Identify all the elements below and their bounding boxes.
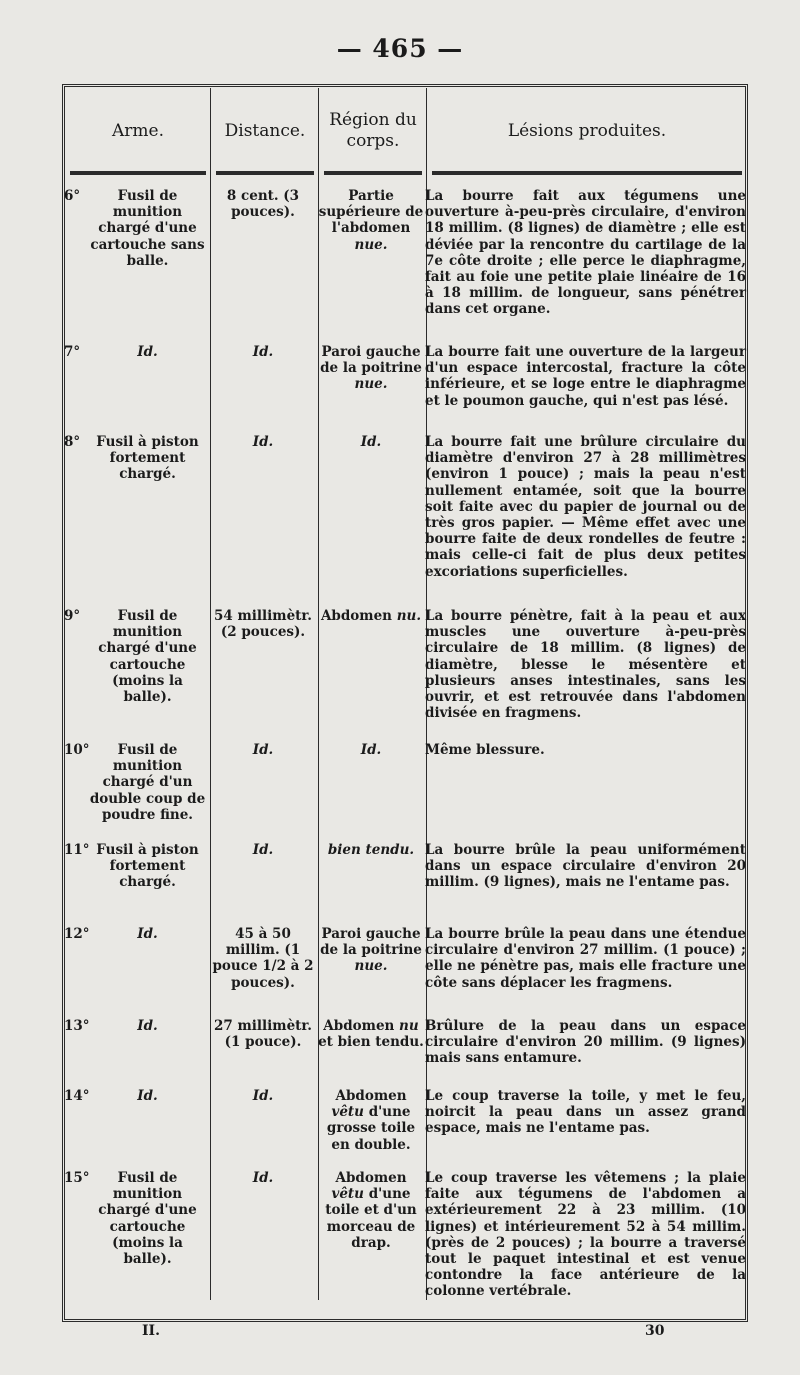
cell-lesions xyxy=(425,842,746,926)
row-number-text: 8° xyxy=(64,434,81,450)
cell-region xyxy=(317,188,425,344)
region-text: Paroi gauche de la poitrine xyxy=(320,344,422,377)
cell-arme xyxy=(86,608,209,742)
header-region: Région du corps. xyxy=(329,110,417,151)
table-row xyxy=(64,188,746,344)
lesions-text: La bourre fait aux tégumens une ouverture à-peu-près circulaire, d'environ 18 millim. (8 lignes) de diamètre ; elle est déviée par la rencontre du cartilage de la 7e côte droite ; elle perce le diaphragme, fait au foie une petite plaie linéaire de 16 à 18 millim. de longueur, sans pénétrer dans cet organe. xyxy=(425,188,746,318)
distance-text: 54 millimètr. (2 pouces). xyxy=(214,608,312,641)
table-row xyxy=(64,1018,746,1088)
cell-region xyxy=(317,926,425,1018)
region-italic-text: vêtu xyxy=(331,1186,364,1203)
row-number xyxy=(64,1018,90,1088)
region-italic-text: nue. xyxy=(354,958,388,975)
row-number xyxy=(64,842,90,926)
distance-id-text: Id. xyxy=(252,434,274,450)
sheet-number: 30 xyxy=(645,1323,665,1339)
row-number-text: 9° xyxy=(64,608,81,624)
cell-region xyxy=(317,608,425,742)
lesions-text: La bourre brûle la peau uniformément dans un espace circulaire d'environ 20 millim. (9 lignes), mais ne l'entame pas. xyxy=(425,842,746,891)
distance-id-text: Id. xyxy=(252,344,274,360)
cell-region xyxy=(317,1170,425,1320)
cell-distance xyxy=(209,344,317,434)
cell-distance xyxy=(209,1170,317,1320)
cell-arme xyxy=(86,188,209,344)
cell-lesions xyxy=(425,344,746,434)
lesions-text: La bourre pénètre, fait à la peau et aux muscles une ouverture à-peu-près circulaire de 18 millim. (8 lignes) de diamètre, blesse le mésentère et plusieurs anses intestinales, sans les ouvrir, et est retrouvée dans l'abdomen divisée en fragmens. xyxy=(425,608,746,722)
region-italic-text: nu xyxy=(399,1018,419,1034)
lesions-text: Le coup traverse la toile, y met le feu, noircit la peau dans un assez grand espace, mais ne l'entame pas. xyxy=(425,1088,746,1137)
arme-id-text: Id. xyxy=(137,344,158,360)
cell-region xyxy=(317,1018,425,1088)
lesions-text: Brûlure de la peau dans un espace circulaire d'environ 20 millim. (9 lignes) mais sans entamure. xyxy=(425,1018,746,1067)
distance-text: 27 millimètr. (1 pouce). xyxy=(214,1018,312,1051)
cell-region xyxy=(317,1088,425,1170)
arme-id-text: Id. xyxy=(137,1088,158,1104)
table-row xyxy=(64,1088,746,1170)
region-italic-text: bien tendu. xyxy=(327,842,415,858)
arme-text: Fusil de munition chargé d'un double coup de poudre fine. xyxy=(89,742,206,823)
header-rule xyxy=(324,171,422,175)
cell-arme xyxy=(86,926,209,1018)
signature-mark: II. xyxy=(142,1323,160,1339)
table-row xyxy=(64,926,746,1018)
arme-text: Fusil à piston fortement chargé. xyxy=(96,842,199,891)
distance-id-text: Id. xyxy=(252,1088,274,1104)
region-italic-text: nu. xyxy=(396,608,422,624)
region-italic-text: nue. xyxy=(354,236,388,253)
cell-distance xyxy=(209,434,317,608)
cell-arme xyxy=(86,742,209,842)
row-number-text: 13° xyxy=(64,1018,90,1034)
lesions-text: Même blessure. xyxy=(425,742,545,758)
region-after-text: et bien tendu. xyxy=(318,1034,424,1051)
row-number-text: 15° xyxy=(64,1170,90,1186)
row-number xyxy=(64,344,86,434)
arme-id-text: Id. xyxy=(137,1018,158,1034)
row-number xyxy=(64,742,90,842)
header-rule xyxy=(432,171,742,175)
arme-text: Fusil de munition chargé d'une cartouche sans balle. xyxy=(90,188,205,269)
cell-region xyxy=(317,742,425,842)
lesions-text: La bourre fait une ouverture de la largeur d'un espace intercostal, fracture la côte inférieure, et se loge entre le diaphragme et le poumon gauche, qui n'est pas lésé. xyxy=(425,344,746,409)
table-row xyxy=(64,608,746,742)
cell-region xyxy=(317,344,425,434)
lesions-text: La bourre brûle la peau dans une étendue circulaire d'environ 27 millim. (1 pouce) ; elle ne pénètre pas, mais elle fracture une côte sans déplacer les fragmens. xyxy=(425,926,746,991)
region-italic-text: Id. xyxy=(360,434,382,450)
cell-lesions xyxy=(425,742,746,842)
arme-text: Fusil de munition chargé d'une cartouche (moins la balle). xyxy=(98,1170,197,1268)
lesions-text: Le coup traverse les vêtemens ; la plaie faite aux tégumens de l'abdomen a extérieurement 22 à 23 millim. (10 lignes) et intérieurement 52 à 54 millim. (près de 2 pouces) ; la bourre a traversé tout le paquet intestinal et est venue contondre la face antérieure de la colonne vertébrale. xyxy=(425,1170,746,1300)
cell-arme xyxy=(86,1088,209,1170)
row-number-text: 10° xyxy=(64,742,90,758)
cell-distance xyxy=(209,188,317,344)
distance-text: 8 cent. (3 pouces). xyxy=(226,188,300,221)
cell-lesions xyxy=(425,434,746,608)
header-rule xyxy=(216,171,314,175)
cell-lesions xyxy=(425,188,746,344)
region-after-text: d'une toile et d'un morceau de drap. xyxy=(325,1186,417,1251)
cell-distance xyxy=(209,1018,317,1088)
cell-arme xyxy=(86,1018,209,1088)
row-number xyxy=(64,188,86,344)
row-number xyxy=(64,608,86,742)
row-number-text: 11° xyxy=(64,842,90,858)
row-number xyxy=(64,926,90,1018)
cell-arme xyxy=(86,344,209,434)
arme-id-text: Id. xyxy=(137,926,158,942)
arme-text: Fusil à piston fortement chargé. xyxy=(96,434,199,483)
region-text: Abdomen xyxy=(320,608,392,624)
region-text: Abdomen xyxy=(335,1088,407,1104)
row-number xyxy=(64,1088,90,1170)
region-after-text: d'une grosse toile en double. xyxy=(326,1104,416,1153)
header-rule xyxy=(70,171,206,175)
cell-distance xyxy=(209,608,317,742)
cell-distance xyxy=(209,842,317,926)
cell-arme xyxy=(86,842,209,926)
arme-text: Fusil de munition chargé d'une cartouche (moins la balle). xyxy=(98,608,197,706)
header-lesions: Lésions produites. xyxy=(507,120,667,141)
cell-lesions xyxy=(425,926,746,1018)
distance-id-text: Id. xyxy=(252,742,274,758)
cell-region xyxy=(317,434,425,608)
row-number-text: 14° xyxy=(64,1088,90,1104)
row-number-text: 12° xyxy=(64,926,90,942)
region-text: Abdomen xyxy=(335,1170,407,1186)
region-text: Paroi gauche de la poitrine xyxy=(320,926,422,959)
cell-lesions xyxy=(425,1088,746,1170)
header-distance: Distance. xyxy=(224,120,306,141)
cell-arme xyxy=(86,434,209,608)
region-italic-text: nue. xyxy=(354,376,388,393)
cell-lesions xyxy=(425,1170,746,1320)
distance-id-text: Id. xyxy=(252,1170,274,1186)
lesions-text: La bourre fait une brûlure circulaire du diamètre d'environ 27 à 28 millimètres (environ 1 pouce) ; mais la peau n'est nullement entamée, soit que la bourre soit faite avec du papier de journal ou de très gros papier. — Même effet avec une bourre faite de deux rondelles de feutre : mais celle-ci fait de plus deux petites excoriations superficielles. xyxy=(425,434,746,580)
row-number-text: 7° xyxy=(64,344,81,360)
header-arme: Arme. xyxy=(112,120,164,141)
table-row xyxy=(64,842,746,926)
page-number: — 465 — xyxy=(336,34,464,63)
experiments-table xyxy=(64,188,746,1320)
row-number-text: 6° xyxy=(64,188,81,204)
region-italic-text: vêtu xyxy=(331,1104,364,1121)
distance-text: 45 à 50 millim. (1 pouce 1/2 à 2 pouces). xyxy=(212,926,314,991)
cell-distance xyxy=(209,742,317,842)
table-row xyxy=(64,344,746,434)
cell-lesions xyxy=(425,608,746,742)
region-italic-text: Id. xyxy=(360,742,382,758)
table-row xyxy=(64,742,746,842)
cell-lesions xyxy=(425,1018,746,1088)
row-number xyxy=(64,1170,90,1320)
table-row xyxy=(64,434,746,608)
table-row xyxy=(64,1170,746,1320)
region-text: Abdomen xyxy=(323,1018,395,1034)
distance-id-text: Id. xyxy=(252,842,274,858)
cell-arme xyxy=(86,1170,209,1320)
region-text: Partie supérieure de l'abdomen xyxy=(318,188,424,237)
row-number xyxy=(64,434,86,608)
cell-distance xyxy=(209,926,317,1018)
cell-distance xyxy=(209,1088,317,1170)
cell-region xyxy=(317,842,425,926)
